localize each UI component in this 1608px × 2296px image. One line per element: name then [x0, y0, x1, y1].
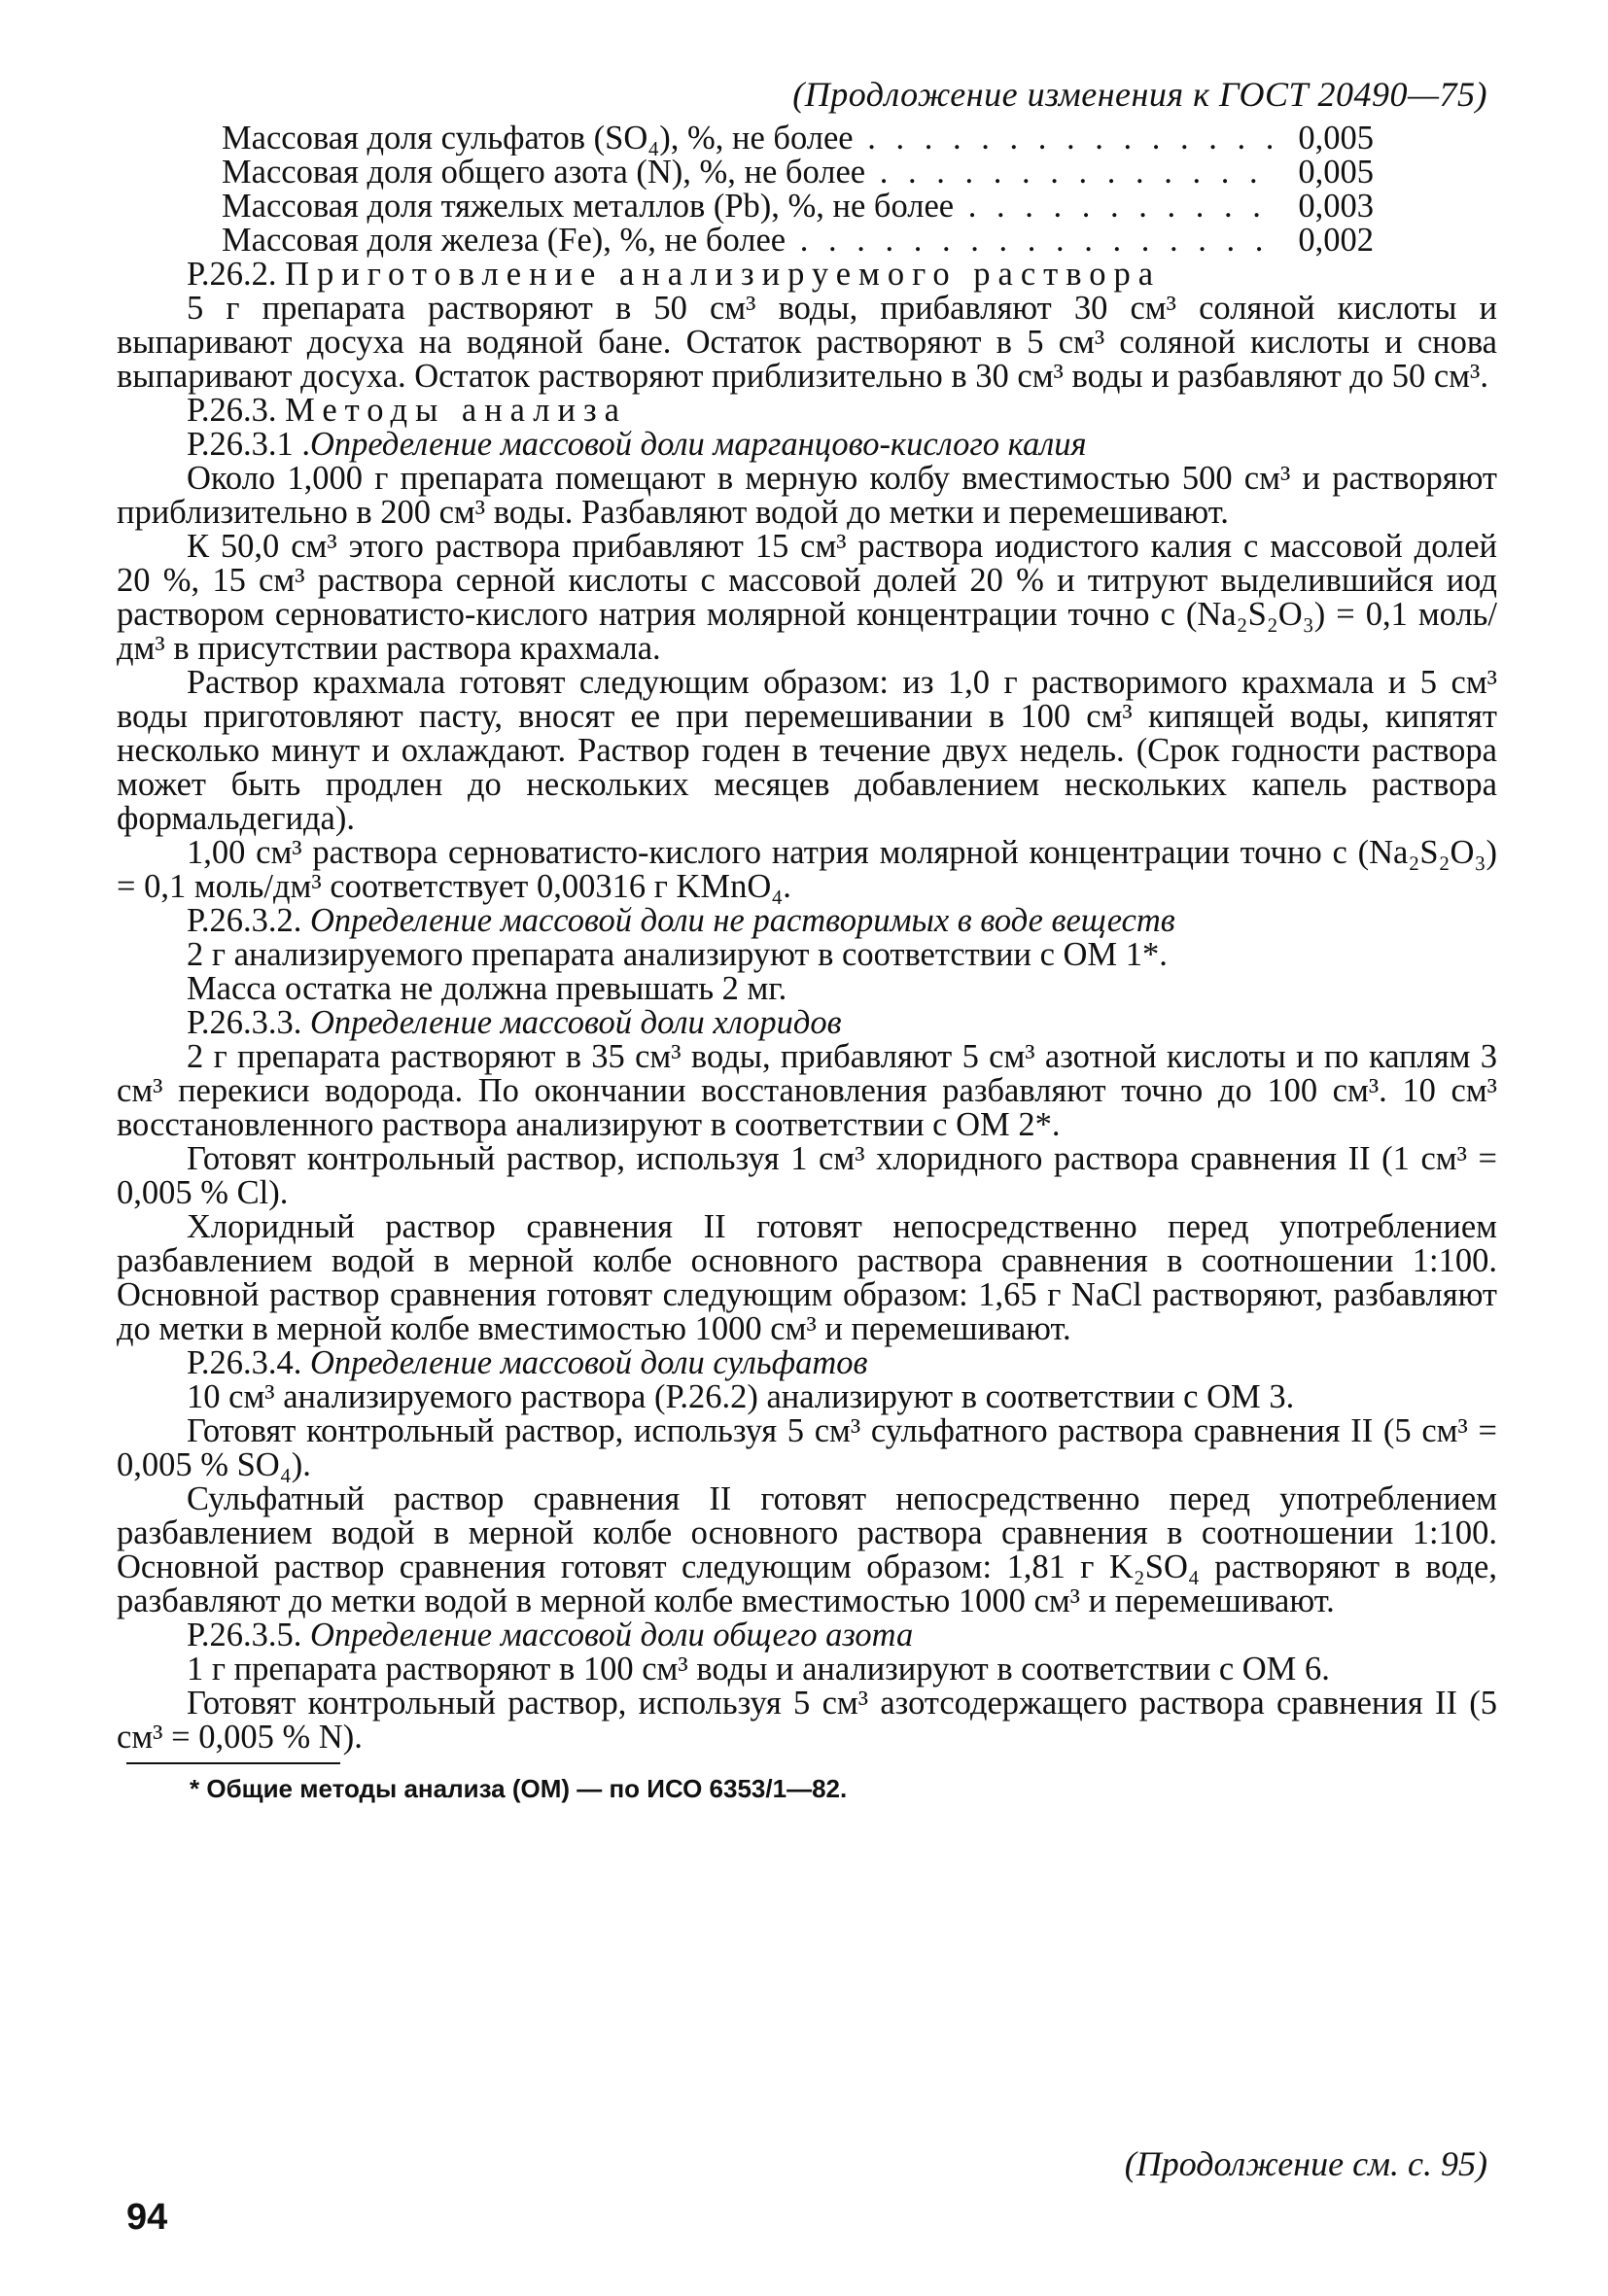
section-heading-26-3-1	[117, 428, 1497, 462]
section-number: Р.26.3.2.	[187, 902, 302, 939]
document-page	[117, 75, 1497, 1806]
table-row	[222, 122, 1374, 156]
paragraph: Раствор крахмала готовят следующим образом: из 1,0 г растворимого крахмала и 5 см³ воды приготовляют пасту, вносят ее при перемешивании в 100 см³ кипящей воды, кипятят несколько минут и охлаждают. Раствор годен в течение двух недель. (Срок годности раствора может быть продлен до нескольких месяцев добавлением нескольких капель раствора формальдегида).	[117, 664, 1497, 837]
page-header: (Продложение изменения к ГОСТ 20490—75)	[792, 75, 1487, 114]
row-label: Массовая доля железа (Fe), %, не более . . .	[222, 224, 1275, 258]
paragraph: Около 1,000 г препарата помещают в мерную колбу вместимостью 500 см³ и растворяют приблизительно в 200 см³ воды. Разбавляют водой до метки и перемешивают.	[117, 460, 1497, 531]
row-label: Массовая доля общего азота (N), %, не более . . .	[222, 156, 1275, 190]
paragraph: Сульфатный раствор сравнения II готовят непосредственно перед употреблением разбавлением водой в мерной колбе основного раствора сравнения в соотношении 1:100. Основной раствор сравнения готовят следующим образом: 1,81 г K₂SO₄ растворяют в воде, разбавляют до метки водой в мерной колбе вместимостью 1000 см³ и перемешивают.	[117, 1480, 1497, 1619]
paragraph: 1 г препарата растворяют в 100 см³ воды и анализируют в соответствии с ОМ 6.	[187, 1651, 1330, 1687]
table-row	[222, 156, 1374, 190]
section-title: Определение массовой доли общего азота	[310, 1617, 914, 1653]
paragraph: Готовят контрольный раствор, используя 5 см³ сульфатного раствора сравнения II (5 см³ = 0,005 % SO₄).	[117, 1412, 1497, 1483]
row-value: 0,002	[1298, 222, 1374, 259]
row-value: 0,003	[1298, 188, 1374, 225]
section-title: Приготовление анализируемого раствора	[285, 256, 1162, 293]
row-value: 0,005	[1298, 120, 1374, 157]
paragraph: 2 г препарата растворяют в 35 см³ воды, прибавляют 5 см³ азотной кислоты и по каплям 3 см³ перекиси водорода. По окончании восстановления разбавляют точно до 100 см³. 10 см³ восстановленного раствора анализируют в соответствии с ОМ 2*.	[117, 1038, 1497, 1143]
page-footer	[117, 2143, 1487, 2238]
section-number: Р.26.2.	[187, 256, 277, 293]
continuation-note: (Продолжение см. с. 95)	[1124, 2144, 1487, 2183]
paragraph: К 50,0 см³ этого раствора прибавляют 15 см³ раствора иодистого калия с массовой долей 20 %, 15 см³ раствора серной кислоты с массовой долей 20 % и титруют выделившийся иод раствором серноватисто-кислого натрия молярной концентрации точно c (Na₂S₂O₃) = 0,1 моль/дм³ в присутствии раствора крахмала.	[117, 528, 1497, 667]
footnote: * Общие методы анализа (ОМ) — по ИСО 6353/1—82.	[190, 1774, 848, 1803]
section-heading-26-3-3	[117, 1006, 1497, 1040]
table-row	[222, 190, 1374, 224]
section-number: Р.26.3.1 .	[187, 426, 310, 463]
paragraph: Готовят контрольный раствор, используя 5 см³ азотсодержащего раствора сравнения II (5 см³ = 0,005 % N).	[117, 1685, 1497, 1756]
table-row	[222, 224, 1374, 258]
paragraph: 1,00 см³ раствора серноватисто-кислого натрия молярной концентрации точно c (Na₂S₂O₃) = 0,1 моль/дм³ соответствует 0,00316 г KMnO₄.	[117, 834, 1497, 905]
paragraph: Хлоридный раствор сравнения II готовят непосредственно перед употреблением разбавлением водой в мерной колбе основного раствора сравнения в соотношении 1:100. Основной раствор сравнения готовят следующим образом: 1,65 г NaCl растворяют, разбавляют до метки в мерной колбе вместимостью 1000 см³ и перемешивают.	[117, 1208, 1497, 1347]
paragraph: Готовят контрольный раствор, используя 1 см³ хлоридного раствора сравнения II (1 см³ = 0,005 % Cl).	[117, 1140, 1497, 1211]
row-label: Массовая доля тяжелых металлов (Pb), %, не более . . .	[222, 190, 1275, 224]
section-heading-26-3-5	[117, 1618, 1497, 1652]
row-label: Массовая доля сульфатов (SO₄), %, не более . . .	[222, 122, 1275, 156]
section-title: Определение массовой доли хлоридов	[310, 1004, 842, 1041]
footnote-divider	[126, 1762, 340, 1764]
section-heading-26-3-2	[117, 904, 1497, 938]
section-title: Определение массовой доли сульфатов	[310, 1344, 868, 1381]
section-title: Определение массовой доли марганцово-кислого калия	[310, 426, 1087, 463]
section-title: Определение массовой доли не растворимых в воде веществ	[310, 902, 1175, 939]
section-heading-26-2	[117, 258, 1497, 292]
paragraph: Масса остатка не должна превышать 2 мг.	[187, 970, 787, 1007]
section-heading-26-3	[117, 394, 1497, 428]
paragraph: 2 г анализируемого препарата анализируют в соответствии с ОМ 1*.	[187, 936, 1168, 973]
paragraph: 10 см³ анализируемого раствора (Р.26.2) анализируют в соответствии с ОМ 3.	[187, 1378, 1295, 1415]
section-number: Р.26.3.4.	[187, 1344, 302, 1381]
section-number: Р.26.3.5.	[187, 1617, 302, 1653]
row-value: 0,005	[1298, 154, 1374, 191]
section-title: Методы анализа	[285, 392, 627, 429]
section-heading-26-3-4	[117, 1346, 1497, 1380]
page-number: 94	[126, 2197, 168, 2238]
paragraph: 5 г препарата растворяют в 50 см³ воды, прибавляют 30 см³ соляной кислоты и выпаривают досуха на водяной бане. Остаток растворяют в 5 см³ соляной кислоты и снова выпаривают досуха. Остаток растворяют приблизительно в 30 см³ воды и разбавляют до 50 см³.	[117, 290, 1497, 395]
specification-table	[222, 122, 1374, 258]
section-number: Р.26.3.	[187, 392, 277, 429]
section-number: Р.26.3.3.	[187, 1004, 302, 1041]
